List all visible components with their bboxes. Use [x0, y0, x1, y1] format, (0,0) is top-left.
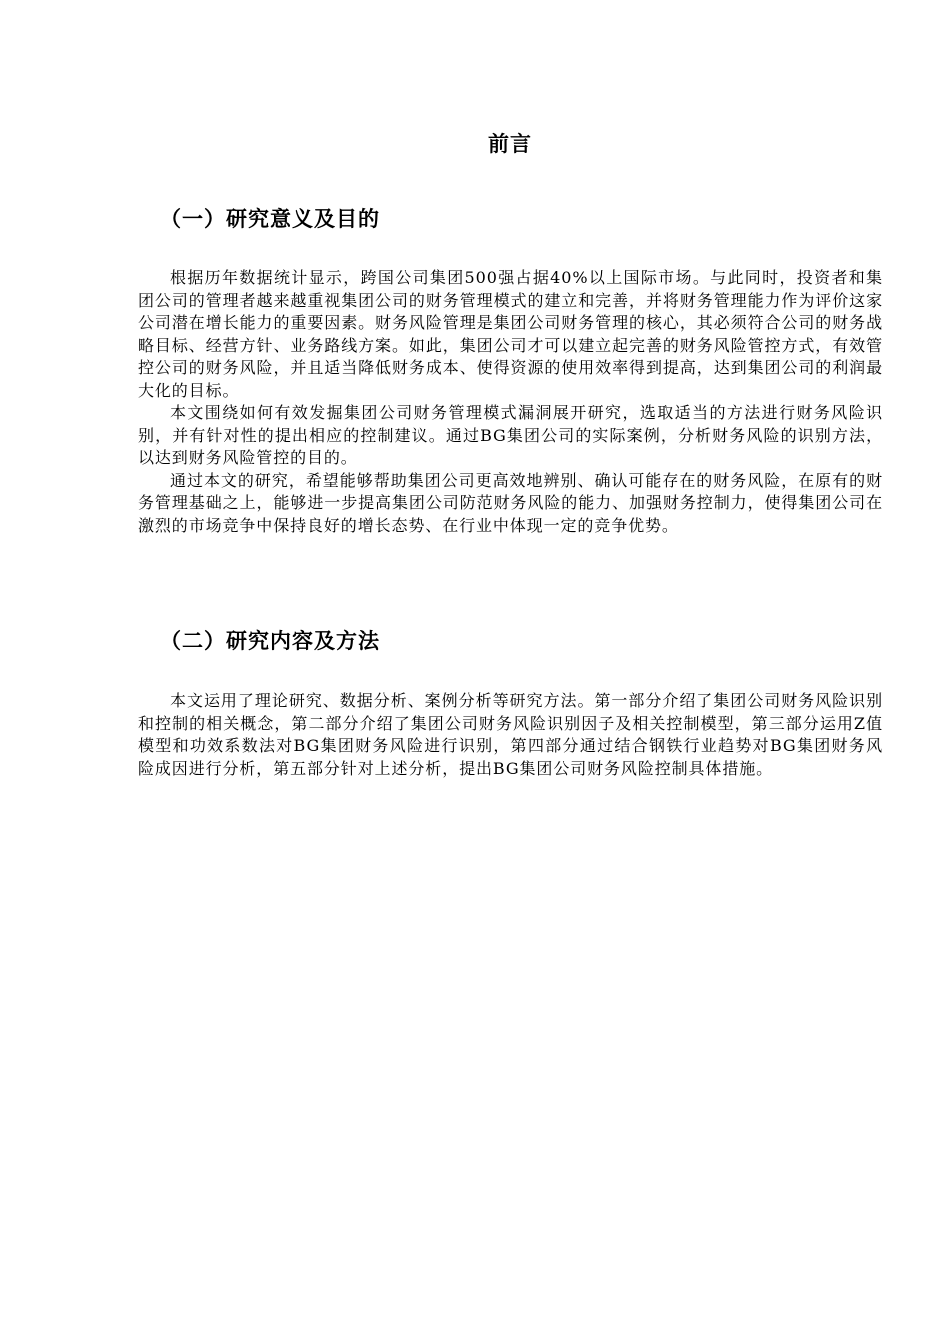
- paragraph: 根据历年数据统计显示，跨国公司集团500强占据40%以上国际市场。与此同时，投资者和集团公司的管理者越来越重视集团公司的财务管理模式的建立和完善，并将财务管理能力作为评价这家公司潜在增长能力的重要因素。财务风险管理是集团公司财务管理的核心，其必须符合公司的财务战略目标、经营方针、业务路线方案。如此，集团公司才可以建立起完善的财务风险管控方式，有效管控公司的财务风险，并且适当降低财务成本、使得资源的使用效率得到提高，达到集团公司的利润最大化的目标。: [138, 268, 883, 400]
- section-heading-significance: （一）研究意义及目的: [160, 206, 380, 231]
- paragraph: 通过本文的研究，希望能够帮助集团公司更高效地辨别、确认可能存在的财务风险，在原有的财务管理基础之上，能够进一步提高集团公司防范财务风险的能力、加强财务控制力，使得集团公司在激烈的市场竞争中保持良好的增长态势、在行业中体现一定的竞争优势。: [138, 470, 883, 535]
- section-heading-content-methods: （二）研究内容及方法: [160, 628, 380, 653]
- section-body-significance: [138, 267, 883, 537]
- section-body-content-methods: [138, 690, 883, 780]
- paragraph: 本文运用了理论研究、数据分析、案例分析等研究方法。第一部分介绍了集团公司财务风险识别和控制的相关概念，第二部分介绍了集团公司财务风险识别因子及相关控制模型，第三部分运用Z值模型和功效系数法对BG集团财务风险进行识别，第四部分通过结合钢铁行业趋势对BG集团财务风险成因进行分析，第五部分针对上述分析，提出BG集团公司财务风险控制具体措施。: [138, 691, 883, 778]
- paragraph: 本文围绕如何有效发掘集团公司财务管理模式漏洞展开研究，选取适当的方法进行财务风险识别，并有针对性的提出相应的控制建议。通过BG集团公司的实际案例，分析财务风险的识别方法，以达到财务风险管控的目的。: [138, 403, 883, 467]
- document-title: 前言: [488, 131, 532, 156]
